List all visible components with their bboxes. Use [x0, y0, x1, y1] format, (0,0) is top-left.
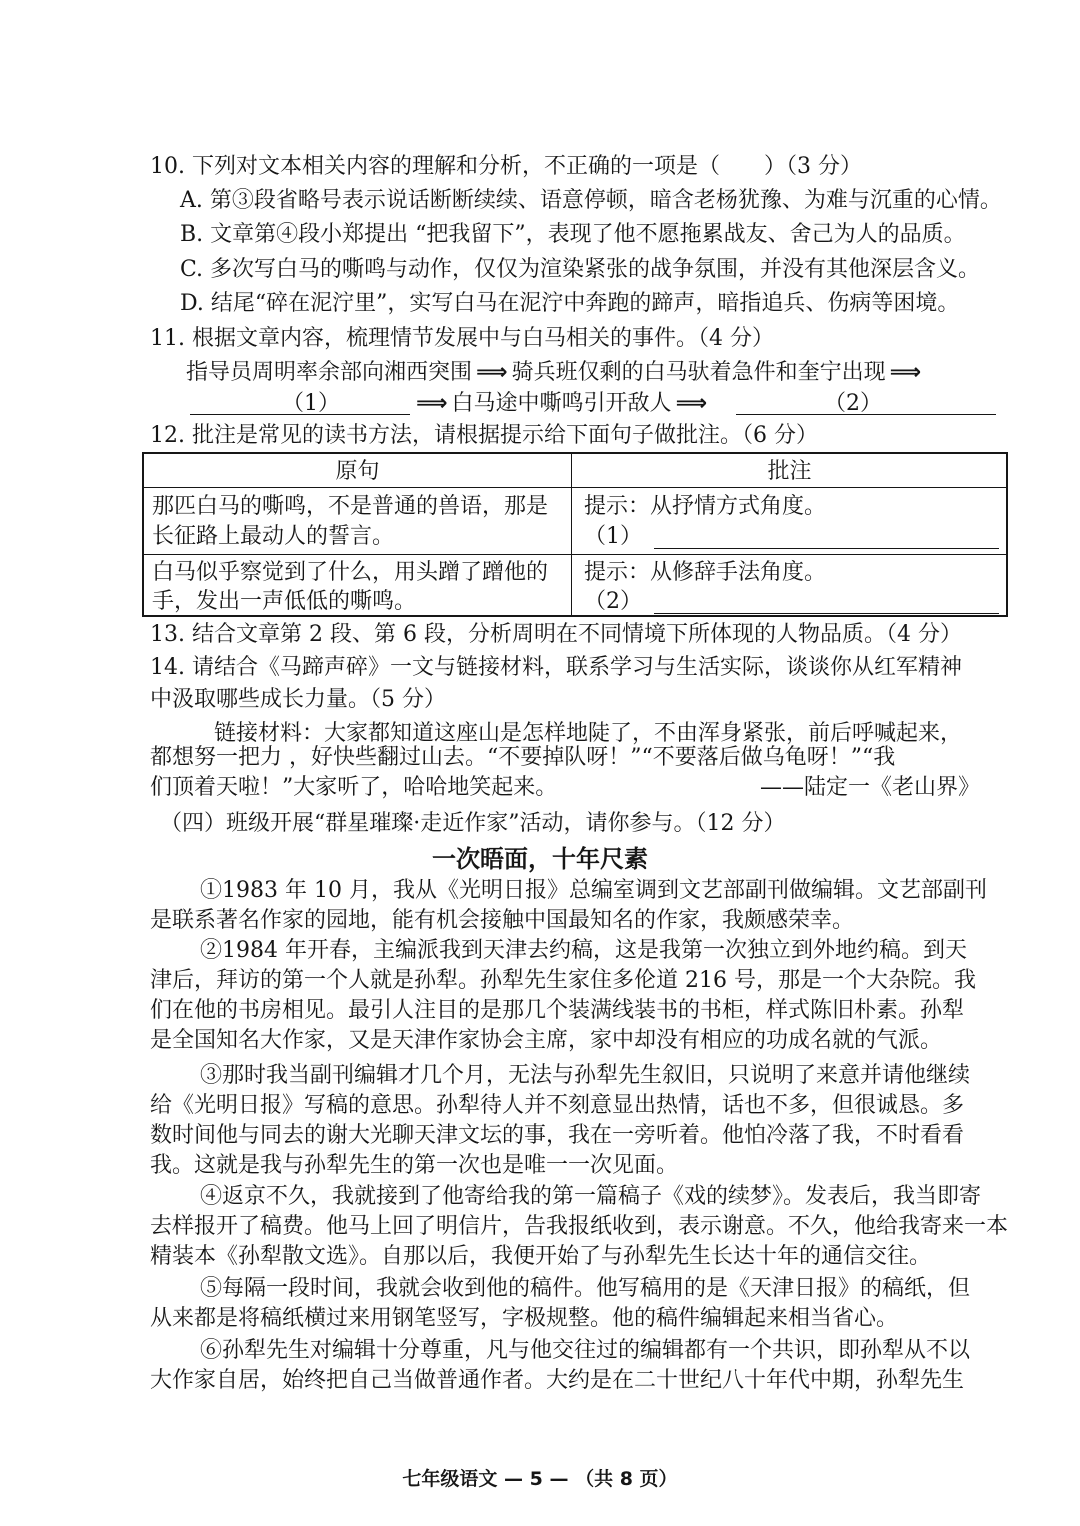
q11-flow-line2 [412, 389, 711, 419]
article-paragraph-line: 去样报开了稿费。他马上回了明信片，告我报纸收到，表示谢意。不久，他给我寄来一本 [150, 1214, 1009, 1239]
arrow-right-icon: ⟹ [476, 360, 508, 385]
table-row2-hint: 提示：从修辞手法角度。 [584, 560, 827, 585]
q11-event1: 指导员周明率余部向湘西突围 [186, 360, 473, 385]
q14-material-line1: 链接材料：大家都知道这座山是怎样地陡了，不由浑身紧张，前后呼喊起来， [214, 721, 963, 746]
article-paragraph-line: 从来都是将稿纸横过来用钢笔竖写，字极规整。他的稿件编辑起来相当省心。 [150, 1306, 899, 1331]
table-divider [571, 454, 572, 615]
page-footer: 七年级语文 — 5 — （共 8 页） [402, 1468, 678, 1490]
article-paragraph-line: ④返京不久，我就接到了他寄给我的第一篇稿子《戏的续梦》。发表后，我当即寄 [200, 1184, 982, 1209]
table-row1-hint: 提示：从抒情方式角度。 [584, 494, 827, 519]
q12-answer-blank-2[interactable] [654, 589, 999, 614]
q14-stem-line2: 中汲取哪些成长力量。（5 分） [150, 687, 446, 712]
article-paragraph-line: ①1983 年 10 月，我从《光明日报》总编室调到文艺部副刊做编辑。文艺部副刊 [200, 878, 987, 903]
q11-blank2-label: （2） [824, 391, 882, 416]
article-paragraph-line: 是全国知名大作家，又是天津作家协会主席，家中却没有相应的功成名就的气派。 [150, 1028, 943, 1053]
article-title: 一次晤面，十年尺素 [432, 845, 648, 873]
q13-stem: 13. 结合文章第 2 段、第 6 段，分析周明在不同情境下所体现的人物品质。（4 分） [150, 622, 962, 647]
section4-heading: （四）班级开展“群星璀璨·走近作家”活动，请你参与。（12 分） [160, 811, 786, 836]
arrow-right-icon: ⟹ [889, 360, 922, 385]
article-paragraph-line: 津后，拜访的第一个人就是孙犁。孙犁先生家住多伦道 216 号，那是一个大杂院。我 [150, 968, 976, 993]
article-paragraph-line: 数时间他与同去的谢大光聊天津文坛的事，我在一旁听着。他怕冷落了我，不时看看 [150, 1123, 965, 1148]
article-paragraph-line: 们在他的书房相见。最引人注目的是那几个装满线装书的书柜，样式陈旧朴素。孙犁 [150, 998, 965, 1023]
q12-answer-blank-1[interactable] [654, 524, 999, 549]
article-paragraph-line: ③那时我当副刊编辑才几个月，无法与孙犁先生叙旧，只说明了来意并请他继续 [200, 1063, 971, 1088]
article-paragraph-line: 我。这就是我与孙犁先生的第一次也是唯一一次见面。 [150, 1153, 679, 1178]
table-row2-sentence-line1: 白马似乎察觉到了什么，用头蹭了蹭他的 [152, 560, 549, 585]
q14-material-line3: 们顶着天啦！”大家听了，哈哈地笑起来。 [150, 775, 558, 800]
q12-stem: 12. 批注是常见的读书方法，请根据提示给下面句子做批注。（6 分） [150, 423, 818, 448]
table-row1-sentence-line2: 长征路上最动人的誓言。 [152, 524, 395, 549]
q10-stem: 10. 下列对文本相关内容的理解和分析，不正确的一项是（ ）（3 分） [150, 154, 862, 179]
q14-material-source: ——陆定一《老山界》 [760, 775, 981, 800]
article-paragraph-line: 给《光明日报》写稿的意思。孙犁待人并不刻意显出热情，话也不多，但很诚恳。多 [150, 1093, 965, 1118]
arrow-right-icon: ⟹ [675, 391, 708, 416]
table-row1-sentence-line1: 那匹白马的嘶鸣，不是普通的兽语，那是 [152, 494, 549, 519]
arrow-right-icon: ⟹ [416, 391, 448, 416]
table-divider [144, 487, 1006, 488]
table-header-annotation: 批注 [767, 459, 812, 484]
table-row2-sentence-line2: 手，发出一声低低的嘶鸣。 [152, 589, 417, 614]
article-paragraph-line: 精装本《孙犁散文选》。自那以后，我便开始了与孙犁先生长达十年的通信交往。 [150, 1244, 932, 1269]
q14-stem-line1: 14. 请结合《马蹄声碎》一文与链接材料，联系学习与生活实际，谈谈你从红军精神 [150, 655, 962, 680]
table-header-original: 原句 [335, 459, 380, 484]
table-row2-blank-label: （2） [584, 589, 642, 614]
article-paragraph-line: 大作家自居，始终把自己当做普通作者。大约是在二十世纪八十年代中期，孙犁先生 [150, 1368, 965, 1393]
article-paragraph-line: ⑤每隔一段时间，我就会收到他的稿件。他写稿用的是《天津日报》的稿纸，但 [200, 1276, 971, 1301]
q11-event3: 白马途中嘶鸣引开敌人 [451, 391, 672, 416]
article-paragraph-line: ⑥孙犁先生对编辑十分尊重，凡与他交往过的编辑都有一个共识，即孙犁从不以 [200, 1338, 971, 1363]
table-divider [144, 554, 1006, 555]
annotation-table [142, 452, 1008, 617]
q11-stem: 11. 根据文章内容，梳理情节发展中与白马相关的事件。（4 分） [150, 326, 774, 351]
q10-option-d: D. 结尾“碎在泥泞里”，实写白马在泥泞中奔跑的蹄声，暗指追兵、伤病等困境。 [180, 291, 960, 316]
q10-option-c: C. 多次写白马的嘶鸣与动作，仅仅为渲染紧张的战争氛围，并没有其他深层含义。 [180, 257, 981, 282]
q11-blank1-label: （1） [282, 391, 340, 416]
article-paragraph-line: ②1984 年开春，主编派我到天津去约稿，这是我第一次独立到外地约稿。到天 [200, 938, 967, 963]
q11-flow-line1 [186, 358, 925, 388]
table-row1-blank-label: （1） [584, 524, 642, 549]
article-paragraph-line: 是联系著名作家的园地，能有机会接触中国最知名的作家，我颇感荣幸。 [150, 908, 855, 933]
q10-option-a: A. 第③段省略号表示说话断断续续、语意停顿，暗含老杨犹豫、为难与沉重的心情。 [180, 188, 1002, 213]
q14-material-line2: 都想努一把力 ，好快些翻过山去。“不要掉队呀！”“不要落后做乌龟呀！”“我 [150, 745, 896, 770]
q10-option-b: B. 文章第④段小郑提出 “把我留下”，表现了他不愿拖累战友、舍己为人的品质。 [180, 222, 966, 247]
q11-event2: 骑兵班仅剩的白马驮着急件和奎宁出现 [511, 360, 886, 385]
